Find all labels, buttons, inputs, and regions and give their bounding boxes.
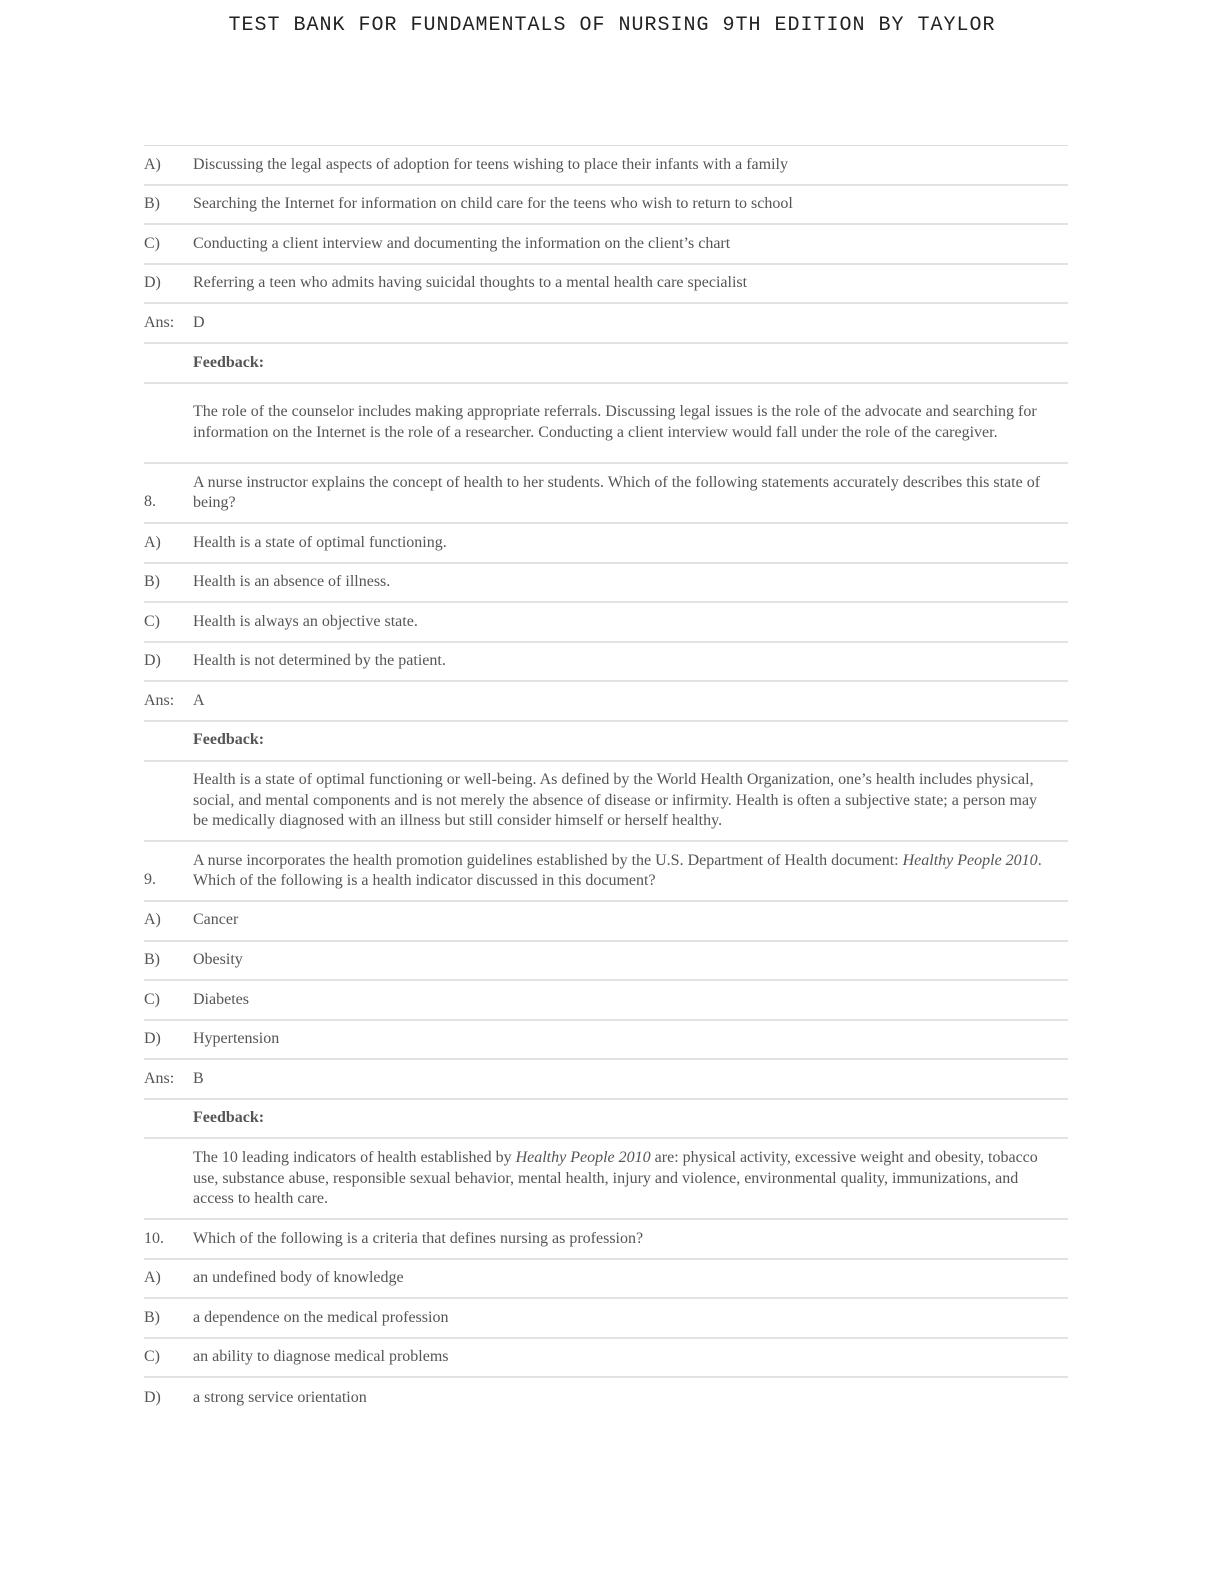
option-label: C) (144, 612, 160, 630)
answer-row (144, 682, 1068, 722)
option-row (144, 524, 1068, 564)
option-text: Cancer (193, 911, 239, 929)
option-text: an undefined body of knowledge (193, 1269, 404, 1287)
option-text: a strong service orientation (193, 1388, 367, 1406)
question-text: A nurse instructor explains the concept of health to her students. Which of the following statements accurately describes this state of being? (193, 473, 1041, 512)
option-text: Diabetes (193, 990, 249, 1008)
feedback-heading-row (144, 344, 1068, 384)
option-label: A) (144, 1269, 161, 1287)
option-row (144, 981, 1068, 1021)
option-label: D) (144, 274, 161, 292)
answer-row (144, 1060, 1068, 1100)
option-text: Health is not determined by the patient. (193, 652, 446, 670)
option-row (144, 186, 1068, 226)
feedback-row (144, 384, 1068, 465)
option-label: B) (144, 195, 160, 213)
question-row (144, 842, 1068, 902)
option-text: Health is an absence of illness. (193, 573, 391, 591)
question-row (144, 1220, 1068, 1260)
option-row (144, 1021, 1068, 1061)
option-label: D) (144, 1388, 161, 1406)
option-row (144, 1378, 1068, 1418)
option-label: B) (144, 1308, 160, 1326)
answer-row (144, 304, 1068, 344)
option-row (144, 1299, 1068, 1339)
option-row (144, 564, 1068, 604)
option-text: Health is always an objective state. (193, 612, 418, 630)
feedback-text: Health is a state of optimal functioning or well-being. As defined by the World Health Organization, one’s health includes physical, social, and mental components and is not merely the absence of disease or infirmity. Health is often a subjective state; a person may be medically diagnosed with an illness but still consider himself or herself healthy. (193, 771, 1038, 830)
option-text: Referring a teen who admits having suicidal thoughts to a mental health care specialist (193, 274, 748, 292)
option-row (144, 1260, 1068, 1300)
option-text: Discussing the legal aspects of adoption for teens wishing to place their infants with a family (193, 155, 788, 173)
feedback-row (144, 1139, 1068, 1220)
answer-value: B (193, 1069, 204, 1087)
option-row (144, 146, 1068, 186)
option-text: Searching the Internet for information on child care for the teens who wish to return to school (193, 195, 793, 213)
document-title: Healthy People 2010 (515, 1149, 651, 1167)
page-title: TEST BANK FOR FUNDAMENTALS OF NURSING 9TH EDITION BY TAYLOR (228, 14, 996, 37)
feedback-row (144, 762, 1068, 843)
option-label: D) (144, 652, 161, 670)
option-row (144, 643, 1068, 683)
option-text: Hypertension (193, 1030, 280, 1048)
option-label: A) (144, 911, 161, 929)
answer-label: Ans: (144, 1069, 175, 1087)
option-row (144, 225, 1068, 265)
option-row (144, 1339, 1068, 1379)
question-text: Which of the following is a criteria that defines nursing as profession? (193, 1229, 644, 1247)
question-table (144, 145, 1068, 1418)
answer-label: Ans: (144, 691, 175, 709)
option-label: A) (144, 533, 161, 551)
option-text: a dependence on the medical profession (193, 1308, 449, 1326)
question-number: 9. (144, 871, 156, 889)
option-text: Conducting a client interview and documenting the information on the client’s chart (193, 234, 731, 252)
option-label: C) (144, 1348, 160, 1366)
feedback-heading-row (144, 1100, 1068, 1140)
answer-label: Ans: (144, 313, 175, 331)
option-text: an ability to diagnose medical problems (193, 1348, 449, 1366)
feedback-text: The 10 leading indicators of health established by Healthy People 2010 are: physical activity, excessive weight and obesity, tobacco use, substance abuse, responsible sexual behavior, mental health, injury and violence, environmental quality, immunizations, and access to health care. (193, 1149, 1038, 1208)
option-row (144, 265, 1068, 305)
question-number: 10. (144, 1229, 164, 1247)
option-label: D) (144, 1030, 161, 1048)
option-text: Health is a state of optimal functioning. (193, 533, 447, 551)
question-number: 8. (144, 493, 156, 511)
option-label: B) (144, 573, 160, 591)
answer-value: A (193, 691, 205, 709)
option-row (144, 603, 1068, 643)
question-row (144, 464, 1068, 524)
feedback-heading-row (144, 722, 1068, 762)
answer-value: D (193, 313, 205, 331)
feedback-text: The role of the counselor includes making appropriate referrals. Discussing legal issues is the role of the advocate and searching for information on the Internet is the role of a researcher. Conducting a client interview would fall under the role of the caregiver. (193, 403, 1037, 441)
option-label: C) (144, 990, 160, 1008)
feedback-heading: Feedback: (193, 731, 265, 749)
question-text: A nurse incorporates the health promotion guidelines established by the U.S. Department of Health document: Healthy People 2010. Which of the following is a health indicator discussed in this document? (193, 851, 1042, 889)
feedback-heading: Feedback: (193, 353, 265, 371)
feedback-heading: Feedback: (193, 1109, 265, 1127)
option-label: B) (144, 951, 160, 969)
option-row (144, 942, 1068, 982)
option-label: C) (144, 234, 160, 252)
option-label: A) (144, 155, 161, 173)
document-title: Healthy People 2010 (902, 851, 1038, 869)
option-text: Obesity (193, 951, 243, 969)
option-row (144, 902, 1068, 942)
